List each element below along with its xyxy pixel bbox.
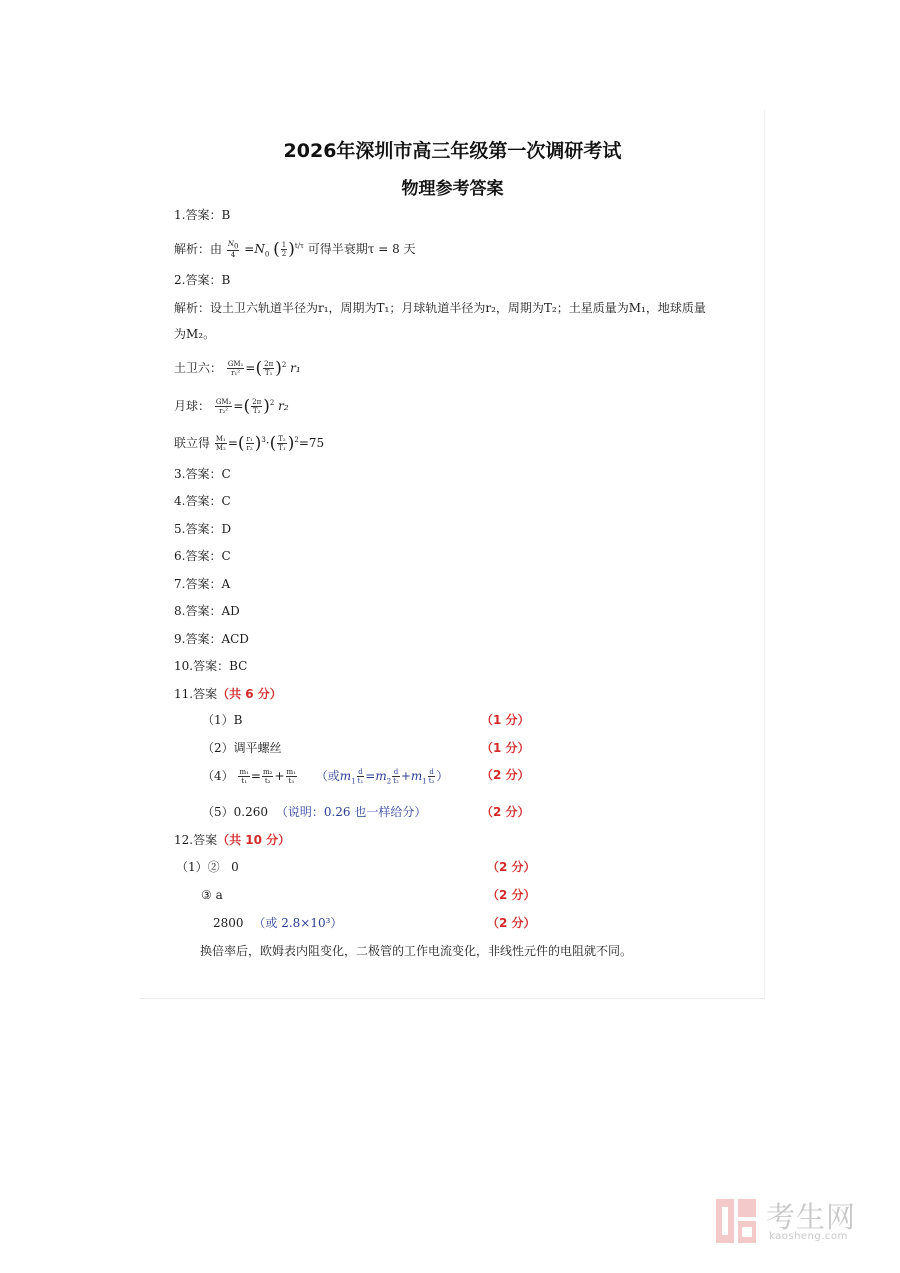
titan-rhs-den: T₁ — [264, 369, 273, 377]
moon-den: r₂² — [219, 407, 229, 415]
titan-rhs-num: 2π — [264, 360, 274, 368]
titan-tail: r₁ — [290, 361, 301, 375]
decay-exponent: t/τ — [294, 242, 304, 250]
comb-m-den: M₂ — [215, 444, 226, 452]
q11-part1-score: （1 分） — [481, 713, 530, 727]
watermark-en: kaosheng.com — [769, 1231, 848, 1242]
brand-mark-icon — [714, 1197, 758, 1245]
q12-part2: ③ a — [201, 888, 223, 902]
answer-sheet — [140, 110, 765, 1000]
answer-q5: 5.答案：D — [174, 522, 232, 536]
p4-alt-t1: t₁ — [357, 777, 364, 785]
p4-t3: t₃ — [288, 777, 295, 785]
q11-part2: （2）调平螺丝 — [202, 741, 282, 755]
page-subtitle: 物理参考答案 — [401, 179, 504, 199]
p4-alt-m1b: m — [410, 769, 423, 783]
comb-t-den: T₁ — [278, 444, 286, 452]
n0-sub: 0 — [233, 242, 239, 251]
p4-alt-m1: m — [339, 769, 352, 783]
q12-part3-score: （2 分） — [487, 916, 536, 930]
answer-q12-heading — [174, 832, 290, 848]
moon-rhs-den: T₂ — [252, 407, 261, 415]
q11-part5-text: （5）0.260 — [202, 805, 268, 819]
answer-q3: 3.答案：C — [174, 467, 231, 481]
analysis-q1-prefix: 解析：由 — [174, 242, 223, 256]
analysis-q2-line2: 为M₂。 — [174, 327, 216, 341]
half-num: 1 — [281, 241, 287, 249]
q12-part3 — [213, 915, 342, 931]
p4-m2: m₂ — [262, 768, 273, 776]
answer-q11-heading — [174, 686, 282, 702]
analysis-q1: 解析：由 $\frac{N_0}{4}$ $=N_0$ ( $\frac{1}{2}$ )$^{t/\tau}$ 可得半衰期τ = 8 天 — [174, 239, 416, 260]
q11-part4-alt: （或$m_1$ $\frac{d}{\text{t₁}}$ $=m_2$ $\frac{d}{\text{t₂}}$ $+m_1$ $\frac{d}{\text{t₃}}$ ） — [315, 768, 449, 786]
titan-label: 土卫六： — [174, 361, 223, 375]
equals-n0-sub: 0 — [264, 250, 270, 259]
q12-part2-score: （2 分） — [487, 888, 536, 902]
titan-den: r₁² — [231, 369, 241, 377]
q12-part1: （1）② 0 — [176, 860, 239, 874]
answer-q7: 7.答案：A — [174, 577, 231, 591]
p4-alt-m2: m — [375, 769, 387, 783]
p4-alt-prefix: （或 — [315, 769, 340, 783]
answer-q4: 4.答案：C — [174, 494, 231, 508]
comb-result: =75 — [298, 436, 325, 450]
p4-m1b: m₁ — [286, 768, 296, 776]
q11-part4-score: （2 分） — [481, 768, 530, 782]
answer-q10: 10.答案：BC — [174, 659, 248, 673]
q12-part3-note: （或 2.8×10³） — [253, 916, 343, 930]
comb-t-num: T₂ — [278, 435, 286, 443]
comb-exp2: 2 — [294, 436, 299, 444]
p4-alt-suffix: ） — [436, 769, 449, 783]
answer-q9: 9.答案：ACD — [174, 632, 249, 646]
comb-r-num: r₁ — [246, 435, 253, 443]
q11-part1: （1）B — [202, 713, 243, 727]
titan-num: GM₁ — [227, 360, 244, 368]
analysis-q2-line1: 解析：设土卫六轨道半径为r₁，周期为T₁；月球轨道半径为r₂，周期为T₂；土星质量为M₁，地球质量 — [174, 301, 706, 315]
moon-label: 月球： — [174, 399, 211, 413]
q11-total: （共 6 分） — [217, 687, 282, 701]
answer-q1: 1.答案：B — [174, 208, 231, 222]
p4-alt-t2: t₂ — [393, 777, 399, 785]
q11-part2-score: （1 分） — [481, 741, 530, 755]
moon-num: GM₂ — [215, 398, 232, 406]
scan-edge-right — [764, 110, 765, 1000]
analysis-q1-suffix: 可得半衰期τ = 8 天 — [307, 242, 416, 256]
answer-q6: 6.答案：C — [174, 549, 231, 563]
p4-alt-t3: t₃ — [428, 777, 435, 785]
q12-total: （共 10 分） — [217, 833, 291, 847]
page-title: 2026年深圳市高三年级第一次调研考试 — [283, 140, 622, 162]
q11-heading: 11.答案 — [174, 687, 218, 701]
p4-alt-d1: d — [358, 768, 363, 776]
moon-rhs-num: 2π — [252, 398, 262, 406]
q11-part5 — [202, 804, 426, 820]
moon-tail: r₂ — [278, 399, 289, 413]
p4-alt-d2: d — [393, 768, 399, 776]
answer-q2: 2.答案：B — [174, 273, 231, 287]
equation-combined: 联立得 $\frac{\text{M₁}}{\text{M₂}}$ =( $\frac{\text{r₁}}{\text{r₂}}$ )$^3$·( $\frac{\text{T₂}}{\text{T₁}}$ )$^2$=75 — [174, 433, 325, 454]
fraction-n0-over-4 — [227, 240, 240, 259]
fraction-one-half — [281, 241, 287, 258]
q12-note: 换倍率后，欧姆表内阻变化，二极管的工作电流变化，非线性元件的电阻就不同。 — [200, 944, 633, 958]
q11-part5-score: （2 分） — [481, 805, 530, 819]
denominator-four: 4 — [230, 251, 236, 260]
answer-q8: 8.答案：AD — [174, 604, 240, 618]
equals-n0: =N — [244, 242, 265, 256]
half-den: 2 — [281, 250, 287, 258]
equation-moon: 月球： $\frac{\text{GM₂}}{\text{r₂²}}$ =( $\frac{2\pi}{\text{T₂}}$ )$^2$ r₂ — [174, 396, 289, 417]
q11-part4: （4） $\frac{\text{m₁}}{\text{t₁}}$ = $\frac{\text{m₂}}{\text{t₂}}$ + $\frac{\text{m₁}}{\text{t₃}}$ （或$m_1$ $\frac{d}{\text{t₁}}$ $=m_2$ $\frac{d}{\text{t₂}}$ $+m_1$ $\frac{d}{\text{t₃}}$ ） — [202, 768, 449, 786]
comb-exp3: 3 — [261, 436, 266, 444]
q11-part4-label: （4） — [202, 769, 234, 783]
p4-t2: t₂ — [264, 777, 271, 785]
combine-label: 联立得 — [174, 436, 211, 450]
q12-heading: 12.答案 — [174, 833, 218, 847]
n0-symbol: N — [227, 239, 234, 248]
equation-titan: 土卫六： $\frac{\text{GM₁}}{\text{r₁²}}$ =( $\frac{2\pi}{\text{T₁}}$ )$^2$ r₁ — [174, 358, 301, 379]
q12-part1-score: （2 分） — [487, 860, 536, 874]
scan-edge-bottom — [140, 998, 765, 999]
watermark-cn: 考生网 — [766, 1200, 857, 1234]
p4-alt-d3: d — [429, 768, 434, 776]
p4-t1: t₁ — [241, 777, 247, 785]
q11-part5-note: （说明：0.26 也一样给分） — [275, 805, 427, 819]
comb-r-den: r₂ — [246, 444, 253, 452]
watermark-logo — [714, 1197, 884, 1257]
p4-m1: m₁ — [239, 768, 249, 776]
comb-m-num: M₁ — [215, 435, 226, 443]
q12-part3-text: 2800 — [213, 916, 244, 930]
